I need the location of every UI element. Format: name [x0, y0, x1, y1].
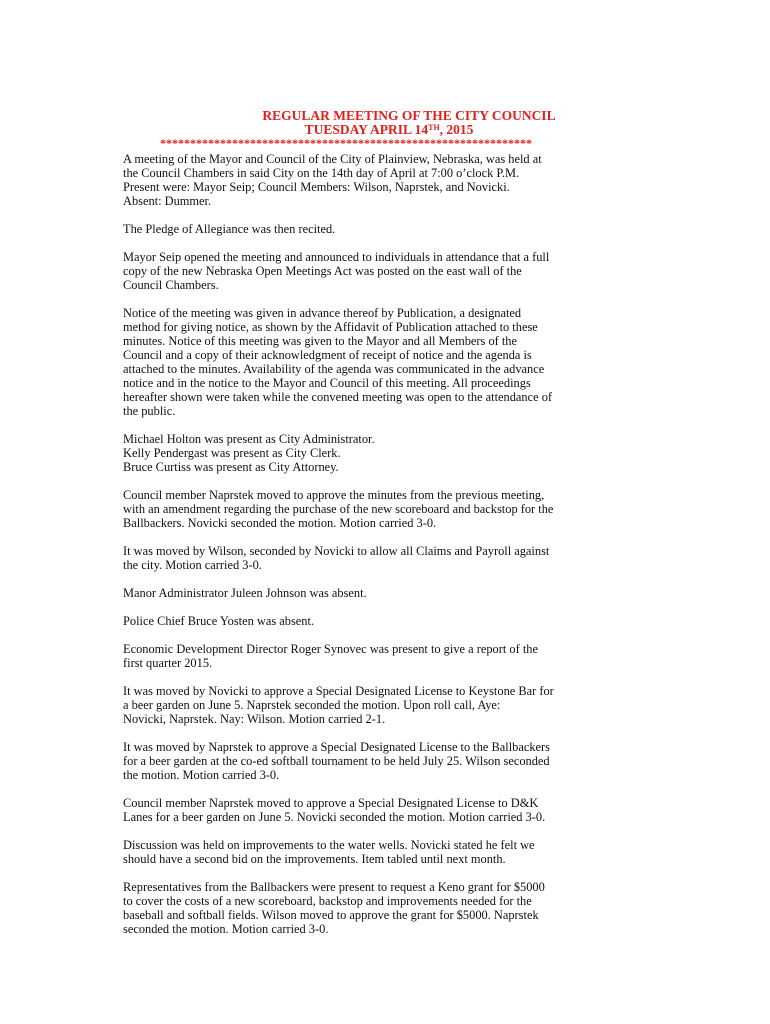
document-header [0, 109, 770, 137]
paragraph-minutes-approval: Council member Naprstek moved to approve the minutes from the previous meeting, with an amendment regarding the purchase of the new scoreboard and backstop for the Ballbackers. Novicki seconded the motion. Motion carried 3-0. [123, 488, 554, 530]
paragraph-claims-payroll: It was moved by Wilson, seconded by Novicki to allow all Claims and Payroll against the city. Motion carried 3-0. [123, 544, 550, 572]
paragraph-water-wells: Discussion was held on improvements to the water wells. Novicki stated he felt we should have a second bid on the improvements. Item tabled until next month. [123, 838, 535, 866]
paragraph-manor-administrator: Manor Administrator Juleen Johnson was absent. [123, 586, 367, 600]
paragraph-keno-grant: Representatives from the Ballbackers were present to request a Keno grant for $5000 to cover the costs of a new scoreboard, backstop and improvements needed for the baseball and softball fields. Wilson moved to approve the grant for $5000. Naprstek seconded the motion. Motion carried 3-0. [123, 880, 545, 936]
paragraph-meeting-intro: A meeting of the Mayor and Council of the City of Plainview, Nebraska, was held at the Council Chambers in said City on the 14th day of April at 7:00 o’clock P.M. Present were: Mayor Seip; Council Members: Wilson, Naprstek, and Novicki. Absent: Dummer. [123, 152, 542, 208]
paragraph-open-meetings-act: Mayor Seip opened the meeting and announced to individuals in attendance that a full copy of the new Nebraska Open Meetings Act was posted on the east wall of the Council Chambers. [123, 250, 550, 292]
meeting-date-prefix: TUESDAY APRIL 14 [304, 122, 429, 137]
paragraph-police-chief: Police Chief Bruce Yosten was absent. [123, 614, 314, 628]
document-title: REGULAR MEETING OF THE CITY COUNCIL [262, 108, 556, 123]
asterisk-divider: ************************************************************** [160, 137, 532, 149]
meeting-date [0, 123, 770, 137]
paragraph-dk-lanes-license: Council member Naprstek moved to approve a Special Designated License to D&K Lanes for a beer garden on June 5. Novicki seconded the motion. Motion carried 3-0. [123, 796, 546, 824]
paragraph-pledge: The Pledge of Allegiance was then recited. [123, 222, 336, 236]
paragraph-notice: Notice of the meeting was given in advance thereof by Publication, a designated method for giving notice, as shown by the Affidavit of Publication attached to these minutes. Notice of this meeting was given to the Mayor and all Members of the Council and a copy of their acknowledgment of receipt of notice and the agenda is attached to the minutes. Availability of the agenda was communicated in the advance notice and in the notice to the Mayor and Council of this meeting. All proceedings hereafter shown were taken while the convened meeting was open to the attendance of the public. [123, 306, 553, 418]
paragraph-keystone-license: It was moved by Novicki to approve a Special Designated License to Keystone Bar for a beer garden on June 5. Naprstek seconded the motion. Upon roll call, Aye: Novicki, Naprstek. Nay: Wilson. Motion carried 2-1. [123, 684, 554, 726]
paragraph-ballbackers-license: It was moved by Naprstek to approve a Special Designated License to the Ballbackers for a beer garden at the co-ed softball tournament to be held July 25. Wilson seconded the motion. Motion carried 3-0. [123, 740, 550, 782]
paragraph-staff-present: Michael Holton was present as City Administrator. Kelly Pendergast was present as City Clerk. Bruce Curtiss was present as City Attorney. [123, 432, 375, 474]
meeting-date-ordinal: TH [428, 123, 440, 132]
meeting-date-suffix: , 2015 [439, 122, 474, 137]
minutes-body [123, 152, 651, 950]
paragraph-economic-development: Economic Development Director Roger Synovec was present to give a report of the first quarter 2015. [123, 642, 538, 670]
